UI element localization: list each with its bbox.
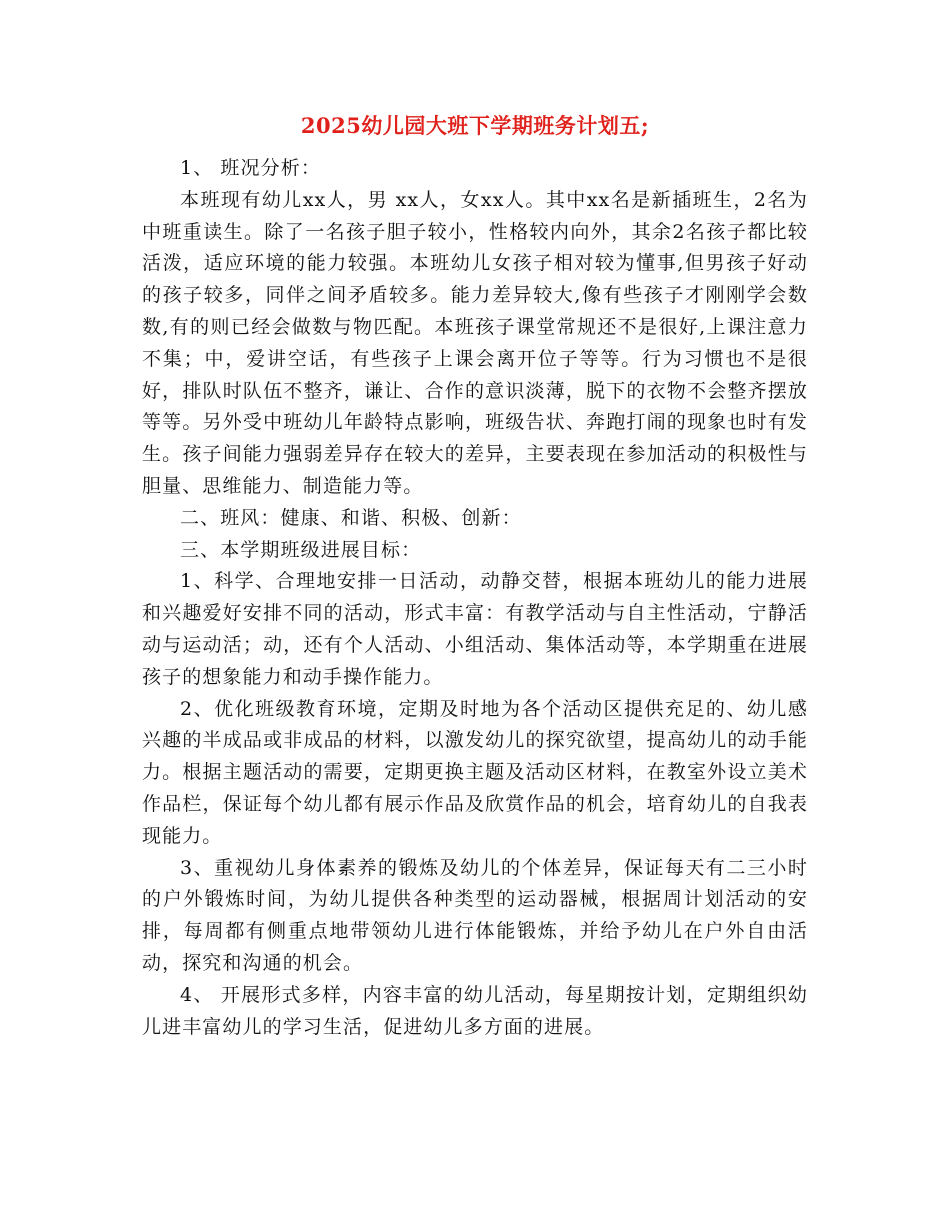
paragraph-goal-3: 3、重视幼儿身体素养的锻炼及幼儿的个体差异，保证每天有二三小时的户外锻炼时间，为幼儿提供各种类型的运动器械，根据周计划活动的安排，每周都有侧重点地带领幼儿进行体能锻炼，并给予幼儿在户外自由活动，探究和沟通的机会。	[142, 856, 808, 974]
paragraph-goal-2: 2、优化班级教育环境，定期及时地为各个活动区提供充足的、幼儿感兴趣的半成品或非成品的材料，以激发幼儿的探究欲望，提高幼儿的动手能力。根据主题活动的需要，定期更换主题及活动区材料，在教室外设立美术作品栏，保证每个幼儿都有展示作品及欣赏作品的机会，培育幼儿的自我表现能力。	[142, 697, 808, 847]
section-heading-class-analysis: 1、 班况分析：	[180, 157, 321, 179]
paragraph-goal-1: 1、科学、合理地安排一日活动，动静交替，根据本班幼儿的能力进展和兴趣爱好安排不同的活动，形式丰富：有教学活动与自主性活动，宁静活动与运动活；动，还有个人活动、小组活动、集体活动等，本学期重在进展孩子的想象能力和动手操作能力。	[142, 570, 808, 688]
document-title: 2025幼儿园大班下学期班务计划五;	[300, 113, 650, 138]
paragraph-goal-4: 4、 开展形式多样，内容丰富的幼儿活动，每星期按计划，定期组织幼儿进丰富幼儿的学习生活，促进幼儿多方面的进展。	[142, 983, 808, 1038]
section-heading-goals: 三、本学期班级进展目标：	[180, 538, 422, 561]
document-body	[142, 153, 808, 1043]
paragraph-class-analysis: 本班现有幼儿xx人，男 xx人，女xx人。其中xx名是新插班生，2名为中班重读生。除了一名孩子胆子较小，性格较内向外，其余2名孩子都比较活泼，适应环境的能力较强。本班幼儿女孩子相对较为懂事,但男孩子好动的孩子较多，同伴之间矛盾较多。能力差异较大,像有些孩子才刚刚学会数数,有的则已经会做数与物匹配。本班孩子课堂常规还不是很好,上课注意力不集；中，爱讲空话，有些孩子上课会离开位子等等。行为习惯也不是很好，排队时队伍不整齐，谦让、合作的意识淡薄，脱下的衣物不会整齐摆放等等。另外受中班幼儿年龄特点影响，班级告状、奔跑打闹的现象也时有发生。孩子间能力强弱差异存在较大的差异，主要表现在参加活动的积极性与胆量、思维能力、制造能力等。	[142, 188, 808, 497]
section-heading-class-style: 二、班风：健康、和谐、积极、创新：	[180, 506, 522, 529]
